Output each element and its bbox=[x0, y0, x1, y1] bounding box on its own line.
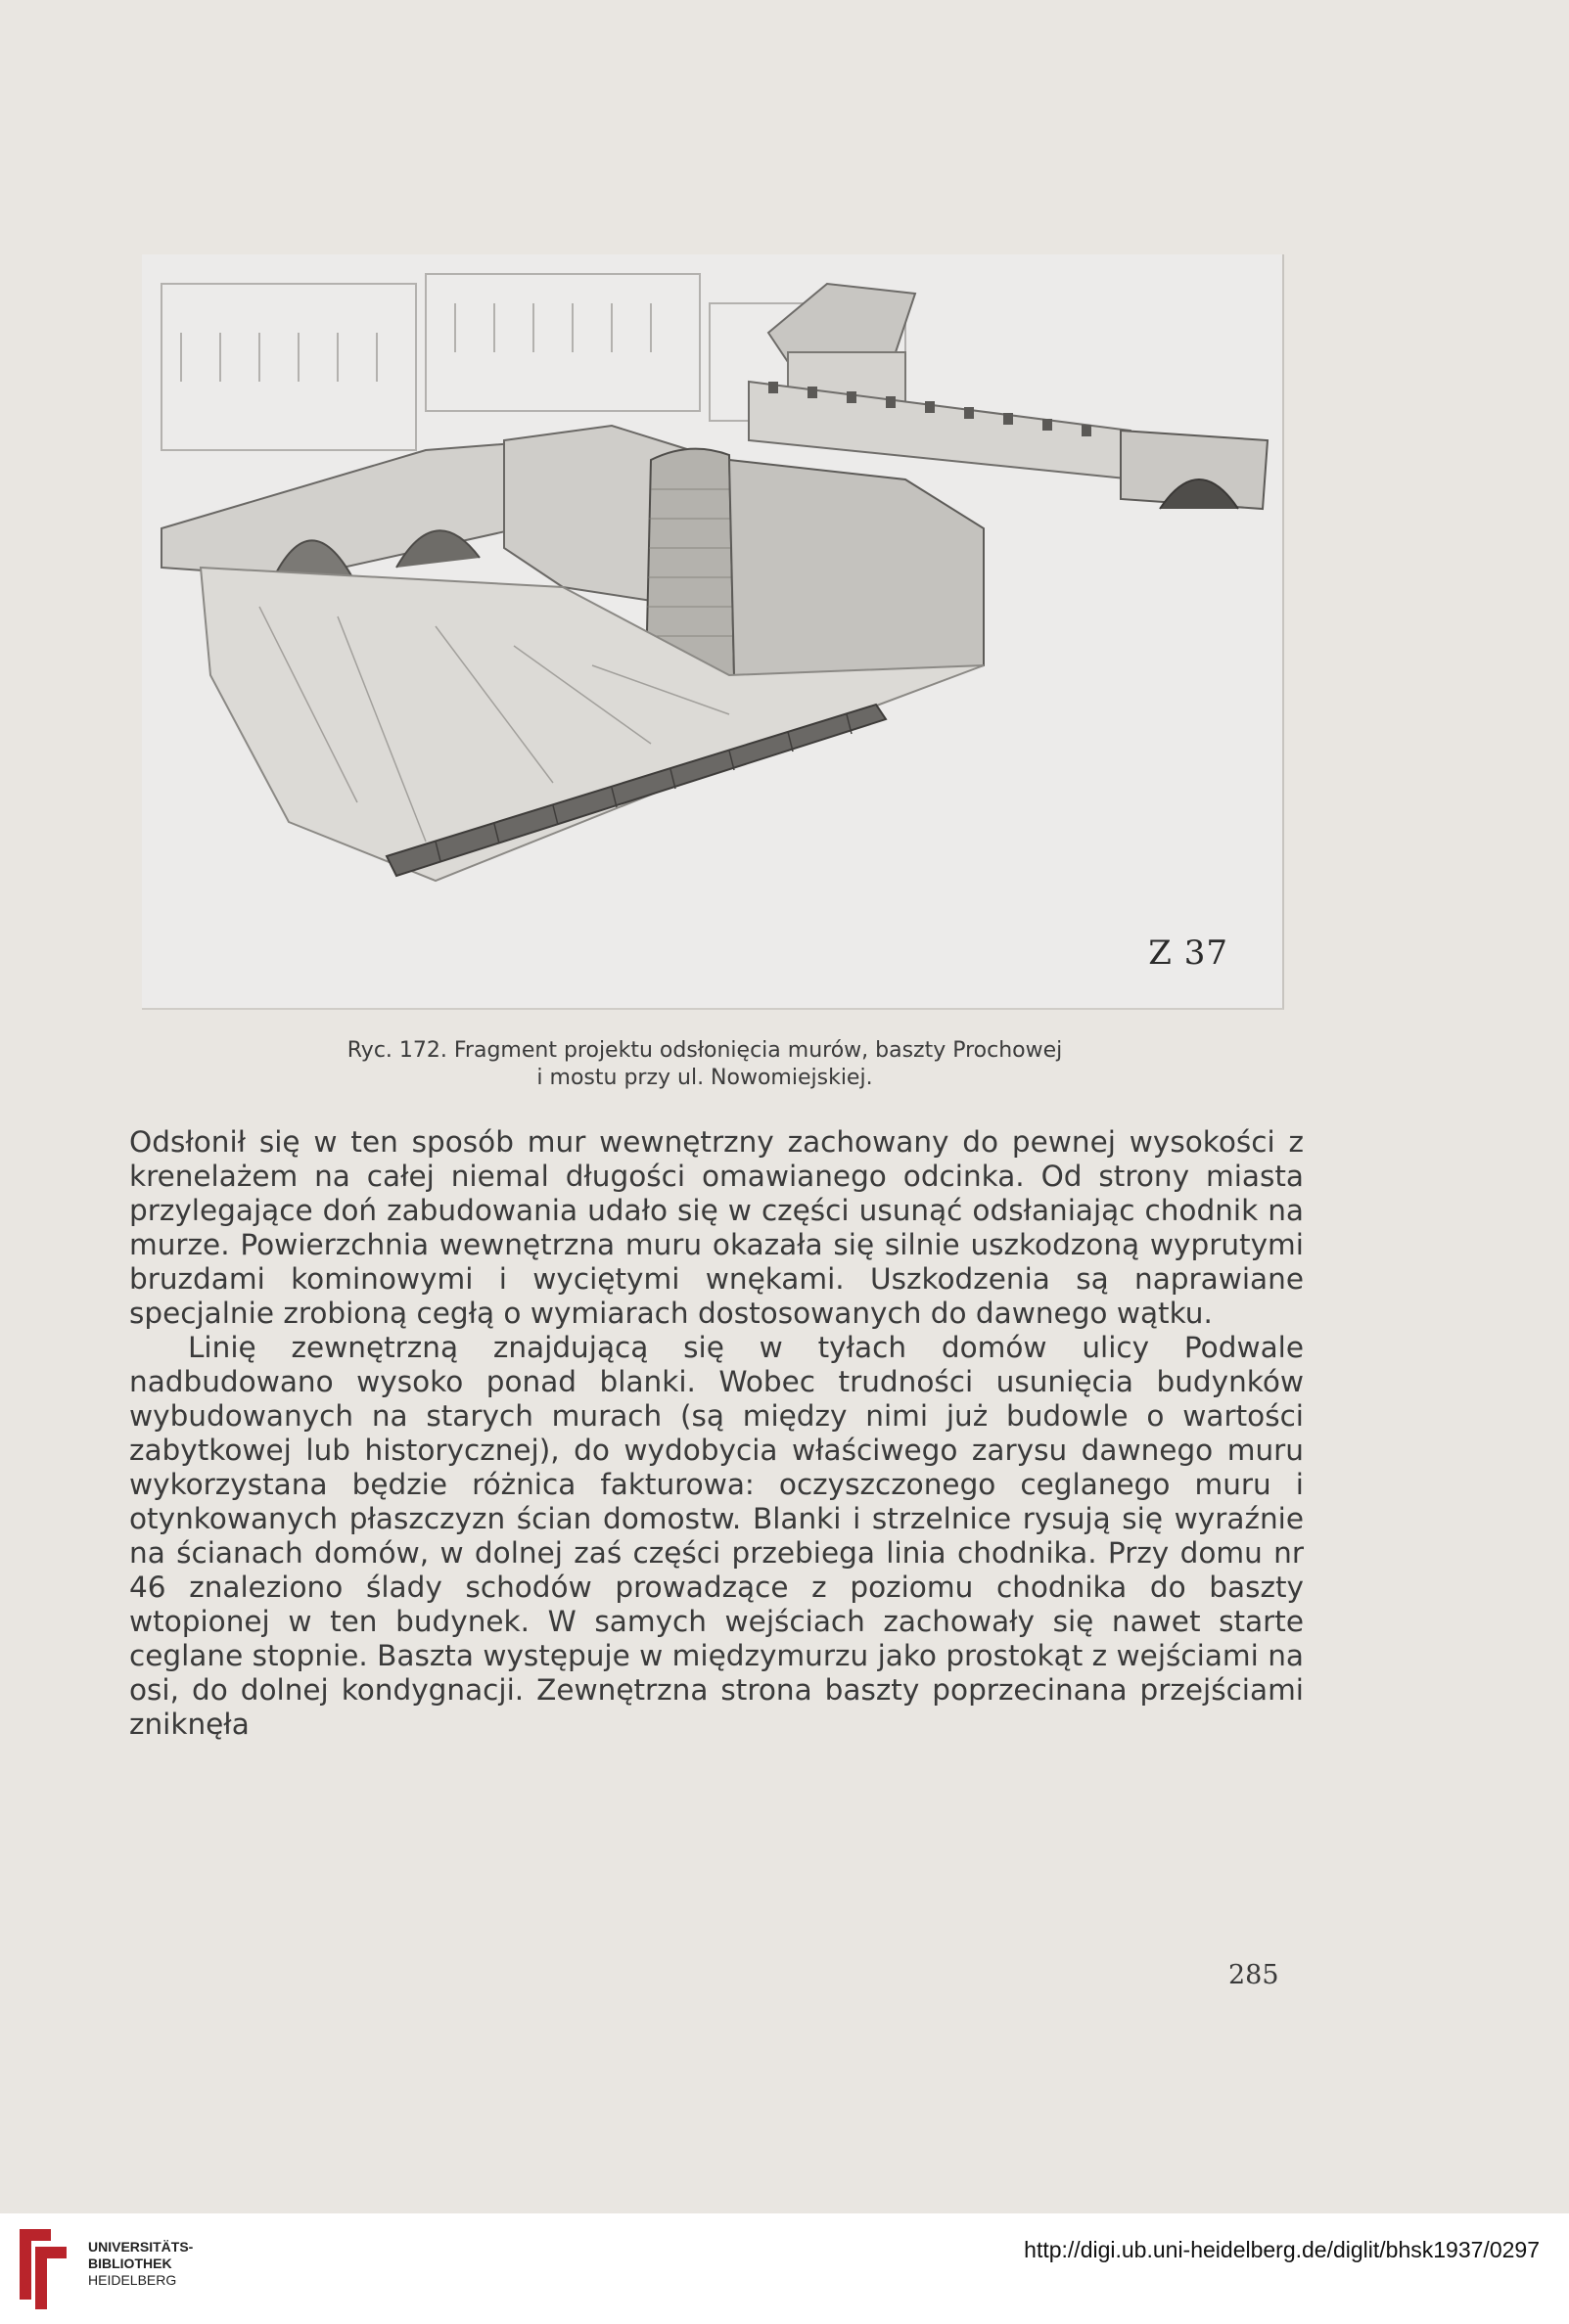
library-name-line-2: BIBLIOTHEK bbox=[88, 2256, 172, 2271]
caption-line-1: Ryc. 172. Fragment projektu odsłonięcia murów, baszty Prochowej bbox=[346, 1038, 1063, 1063]
footer bbox=[0, 2213, 1569, 2324]
caption-line-2: i mostu przy ul. Nowomiejskiej. bbox=[536, 1066, 873, 1090]
artist-signature: Z 37 bbox=[1148, 934, 1228, 973]
body-text bbox=[129, 1125, 1304, 1742]
library-name-line-3: HEIDELBERG bbox=[88, 2272, 177, 2288]
library-name bbox=[88, 2239, 193, 2289]
figure-caption bbox=[274, 1037, 1135, 1092]
illustration-figure bbox=[142, 254, 1284, 1010]
library-name-line-1: UNIVERSITÄTS- bbox=[88, 2239, 194, 2255]
paragraph-2: Linię zewnętrzną znajdującą się w tyłach domów ulicy Podwale nadbudowano wysoko ponad blanki. Wobec trudności usunięcia budynków wybudowanych na starych murach (są między nimi już budowle o wartości zabytkowej lub historycznej), do wydobycia właściwego zarysu dawnego muru wykorzystana będzie różnica fakturowa: oczyszczonego ceglanego muru i otynkowanych płaszczyzn ścian domostw. Blanki i strzelnice rysują się wyraźnie na ścianach domów, w dolnej zaś części przebiega linia chodnika. Przy domu nr 46 znaleziono ślady schodów prowadzące z poziomu chodnika do baszty wtopionej w ten budynek. W samych wejściach zachowały się nawet starte ceglane stopnie. Baszta występuje w międzymurzu jako prostokąt z wejściami na osi, do dolnej kondygnacji. Zewnętrzna strona baszty poprzecinana przejściami zniknęła bbox=[129, 1331, 1304, 1741]
source-url-link[interactable]: http://digi.ub.uni-heidelberg.de/diglit/bhsk1937/0297 bbox=[1024, 2237, 1540, 2262]
paragraph-1: Odsłonił się w ten sposób mur wewnętrzny zachowany do pewnej wysokości z krenelażem na całej niemal długości omawianego odcinka. Od strony miasta przylegające doń zabudowania udało się w części usunąć odsłaniając chodnik na murze. Powierzchnia wewnętrzna muru okazała się silnie uszkodzoną wyprutymi bruzdami kominowymi i wyciętymi wnękami. Uszkodzenia są naprawiane specjalnie zrobioną cegłą o wymiarach dostosowanych do dawnego wątku. bbox=[129, 1125, 1304, 1330]
page-number: 285 bbox=[1228, 1960, 1279, 1990]
library-logo-icon bbox=[14, 2225, 72, 2313]
city-wall-sketch bbox=[142, 254, 1282, 1008]
